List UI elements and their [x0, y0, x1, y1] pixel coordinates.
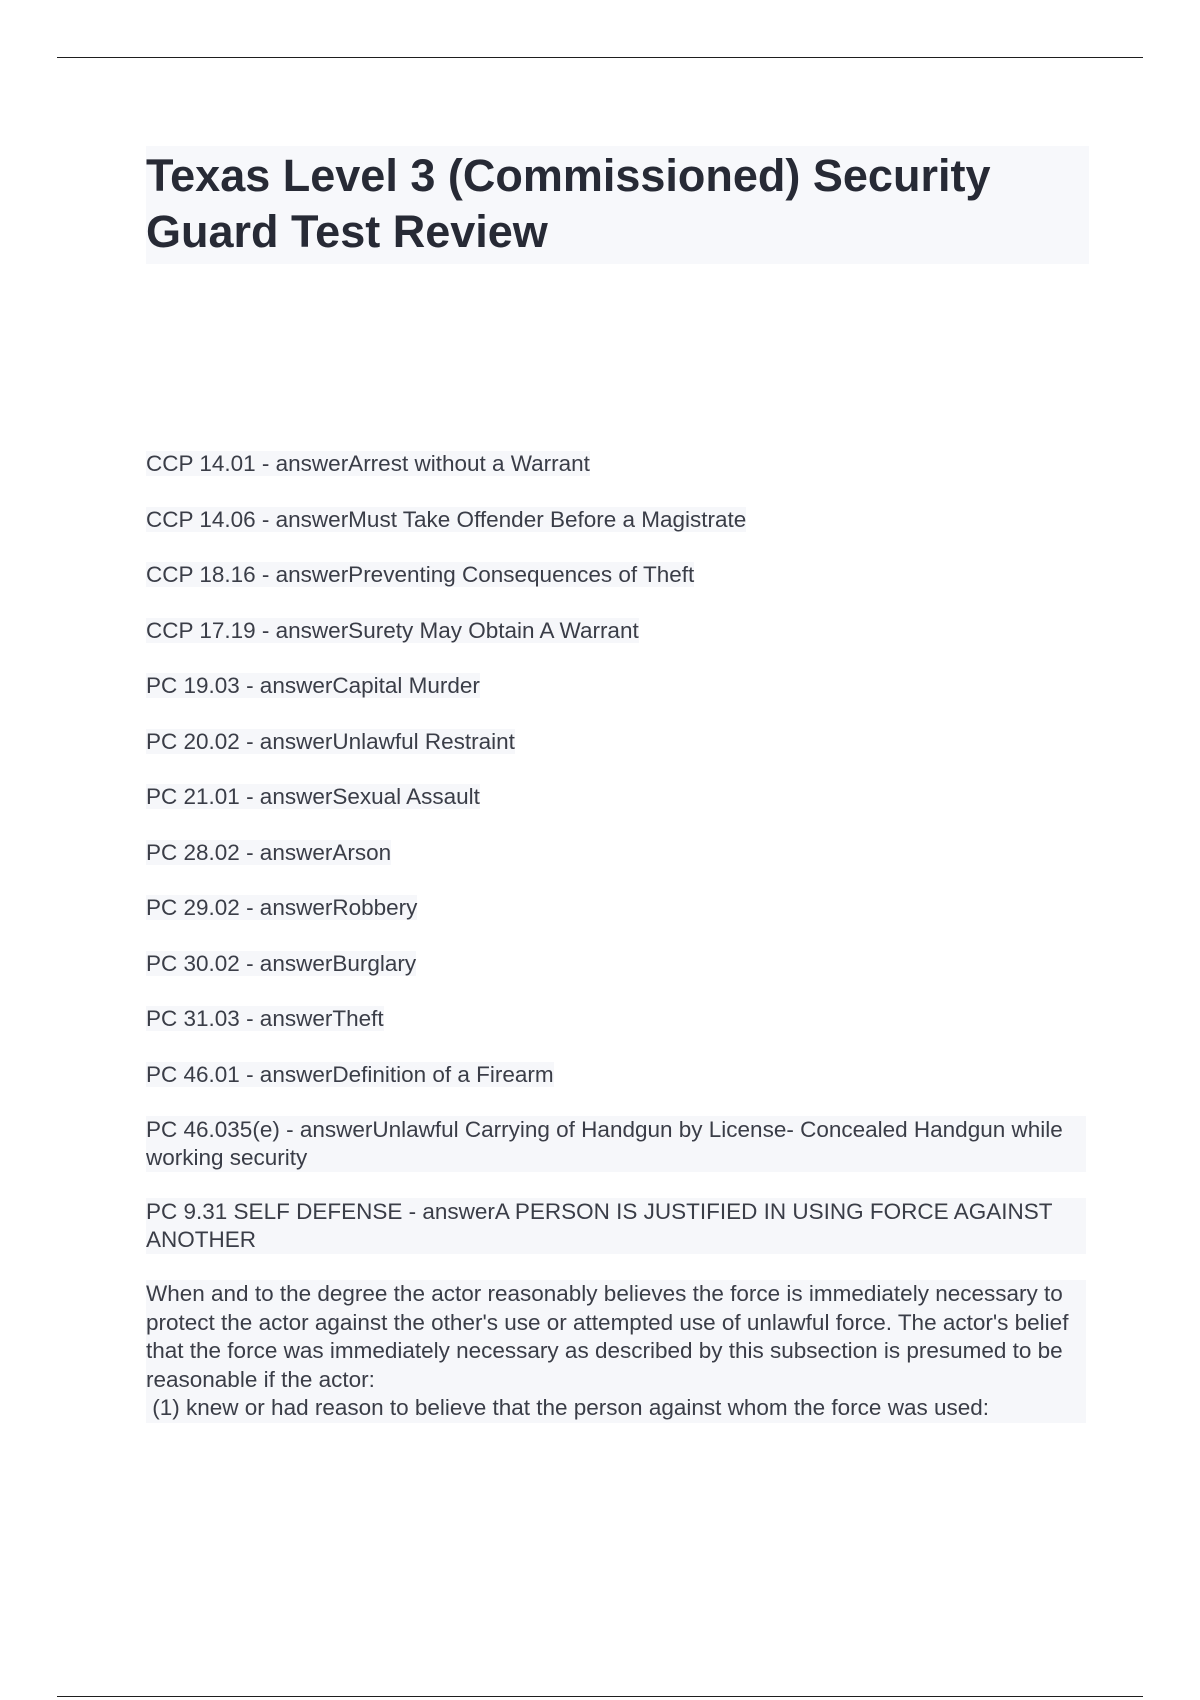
entry-text: PC 46.035(e) - answerUnlawful Carrying of Handgun by License- Concealed Handgun while working security	[146, 1116, 1086, 1172]
entry	[146, 617, 1086, 645]
entry-text: PC 29.02 - answerRobbery	[146, 895, 418, 920]
entry	[146, 561, 1086, 589]
entry	[146, 839, 1086, 867]
entry	[146, 1061, 1086, 1089]
entry-text: PC 46.01 - answerDefinition of a Firearm	[146, 1061, 554, 1087]
document-title: Texas Level 3 (Commissioned) Security Guard Test Review	[146, 146, 1089, 264]
entry-text: PC 30.02 - answerBurglary	[146, 950, 417, 976]
entry	[146, 672, 1086, 700]
entry-text: PC 31.03 - answerTheft	[146, 1006, 384, 1031]
entry-text: CCP 18.16 - answerPreventing Consequences of Theft	[146, 562, 695, 587]
entry	[146, 1198, 1086, 1254]
entry	[146, 1005, 1086, 1033]
entry-text: CCP 17.19 - answerSurety May Obtain A Warrant	[146, 617, 639, 643]
entry-text: PC 20.02 - answerUnlawful Restraint	[146, 728, 515, 754]
entry	[146, 506, 1086, 534]
entry	[146, 1116, 1086, 1172]
entry	[146, 728, 1086, 756]
entry-list	[146, 450, 1086, 1423]
self-defense-paragraph	[146, 1280, 1086, 1423]
entry-text: PC 19.03 - answerCapital Murder	[146, 673, 480, 698]
entry	[146, 894, 1086, 922]
entry	[146, 450, 1086, 478]
header-rule	[57, 57, 1143, 58]
entry	[146, 950, 1086, 978]
entry-text: PC 9.31 SELF DEFENSE - answerA PERSON IS JUSTIFIED IN USING FORCE AGAINST ANOTHER	[146, 1198, 1086, 1254]
entry	[146, 783, 1086, 811]
paragraph-text: When and to the degree the actor reasonably believes the force is immediately necessary to protect the actor against the other's use or attempted use of unlawful force. The actor's belief that the force was immediately necessary as described by this subsection is presumed to be reasonable if the actor:	[146, 1280, 1086, 1394]
entry-text: PC 21.01 - answerSexual Assault	[146, 784, 480, 809]
entry-text: CCP 14.01 - answerArrest without a Warrant	[146, 451, 590, 476]
entry-text: PC 28.02 - answerArson	[146, 839, 392, 865]
footer-rule	[57, 1696, 1143, 1697]
paragraph-item-text: (1) knew or had reason to believe that the person against whom the force was used:	[146, 1394, 1086, 1423]
entry-text: CCP 14.06 - answerMust Take Offender Before a Magistrate	[146, 506, 747, 532]
